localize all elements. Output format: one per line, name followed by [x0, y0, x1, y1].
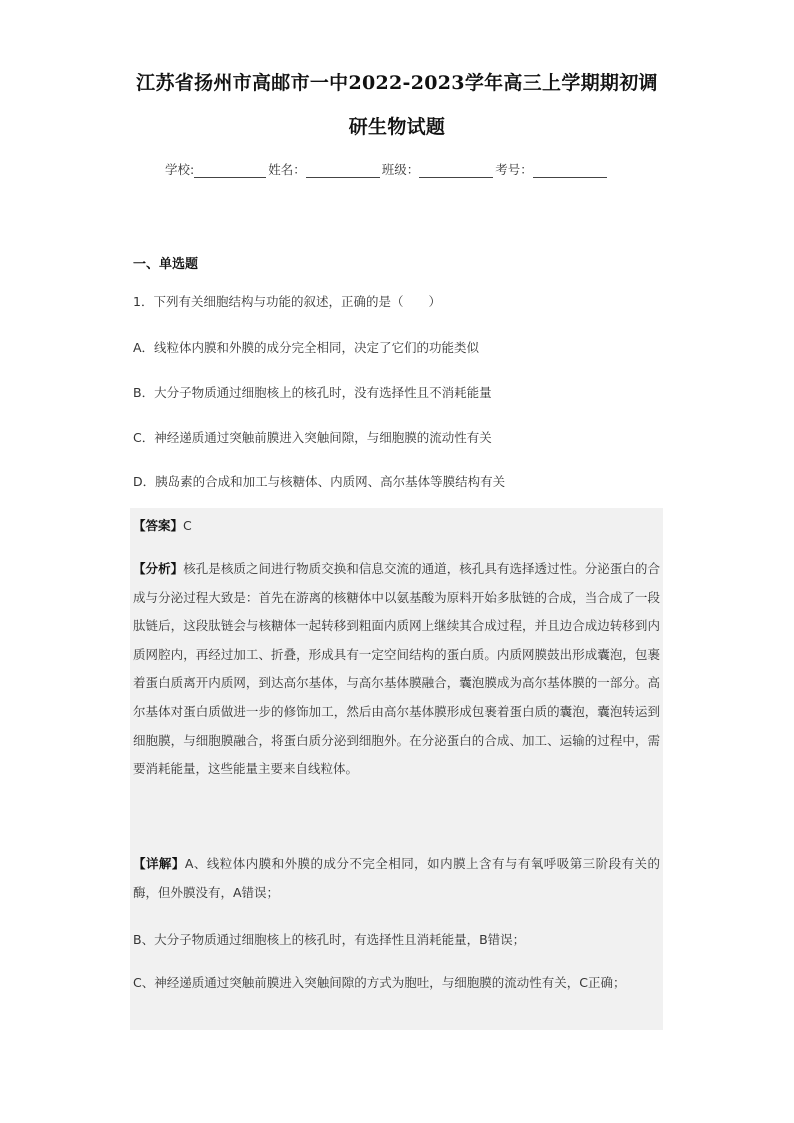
- analysis-text: 核孔是核质之间进行物质交换和信息交流的通道，核孔具有选择透过性。分泌蛋白的合成与分泌过程大致是：首先在游离的核糖体中以氨基酸为原料开始多肽链的合成，当合成了一段肽链后，这段肽链会与核糖体一起转移到粗面内质网上继续其合成过程，并且边合成边转移到内质网腔内，再经过加工、折叠，形成具有一定空间结构的蛋白质。内质网膜鼓出形成囊泡，包裹着蛋白质离开内质网，到达高尔基体，与高尔基体膜融合，囊泡膜成为高尔基体膜的一部分。高尔基体对蛋白质做进一步的修饰加工，然后由高尔基体膜形成包裹着蛋白质的囊泡，囊泡转运到细胞膜，与细胞膜融合，将蛋白质分泌到细胞外。在分泌蛋白的合成、加工、运输的过程中，需要消耗能量，这些能量主要来自线粒体。: [133, 561, 660, 777]
- document-title-line1: 江苏省扬州市高邮市一中2022-2023学年高三上学期期初调: [136, 72, 658, 94]
- id-label: 考号：: [495, 162, 533, 177]
- document-title-line2: 研生物试题: [348, 116, 446, 138]
- analysis-label: 【分析】: [133, 561, 184, 576]
- option-a: A．线粒体内膜和外膜的成分完全相同，决定了它们的功能类似: [133, 340, 480, 355]
- student-info-row: [165, 160, 609, 178]
- detail-a-paragraph: [133, 850, 660, 907]
- detail-c-paragraph: C、神经递质通过突触前膜进入突触间隙的方式为胞吐，与细胞膜的流动性有关，C正确；: [133, 975, 626, 990]
- class-blank[interactable]: [419, 163, 493, 178]
- class-label: 班级：: [381, 162, 420, 177]
- school-label: 学校:: [165, 162, 195, 177]
- detail-a-text: A、线粒体内膜和外膜的成分不完全相同，如内膜上含有与有氧呼吸第三阶段有关的酶，但外膜没有，A错误；: [133, 856, 660, 900]
- name-label: 姓名：: [268, 162, 306, 177]
- detail-b-paragraph: B、大分子物质通过细胞核上的核孔时，有选择性且消耗能量，B错误；: [133, 932, 526, 947]
- option-c: C．神经递质通过突触前膜进入突触间隙，与细胞膜的流动性有关: [133, 430, 492, 445]
- answer-label: 【答案】: [133, 518, 184, 533]
- option-b: B．大分子物质通过细胞核上的核孔时，没有选择性且不消耗能量: [133, 385, 492, 400]
- option-d: D．胰岛素的合成和加工与核糖体、内质网、高尔基体等膜结构有关: [133, 474, 506, 489]
- question-stem: 1．下列有关细胞结构与功能的叙述，正确的是（ ）: [133, 294, 441, 309]
- answer-value: C: [183, 518, 192, 533]
- name-blank[interactable]: [306, 163, 380, 178]
- section-title: 一、单选题: [133, 257, 199, 272]
- analysis-paragraph: [133, 555, 660, 784]
- detail-label: 【详解】: [133, 856, 185, 871]
- school-blank[interactable]: [194, 163, 266, 178]
- answer-line: [133, 516, 192, 534]
- id-blank[interactable]: [533, 163, 607, 178]
